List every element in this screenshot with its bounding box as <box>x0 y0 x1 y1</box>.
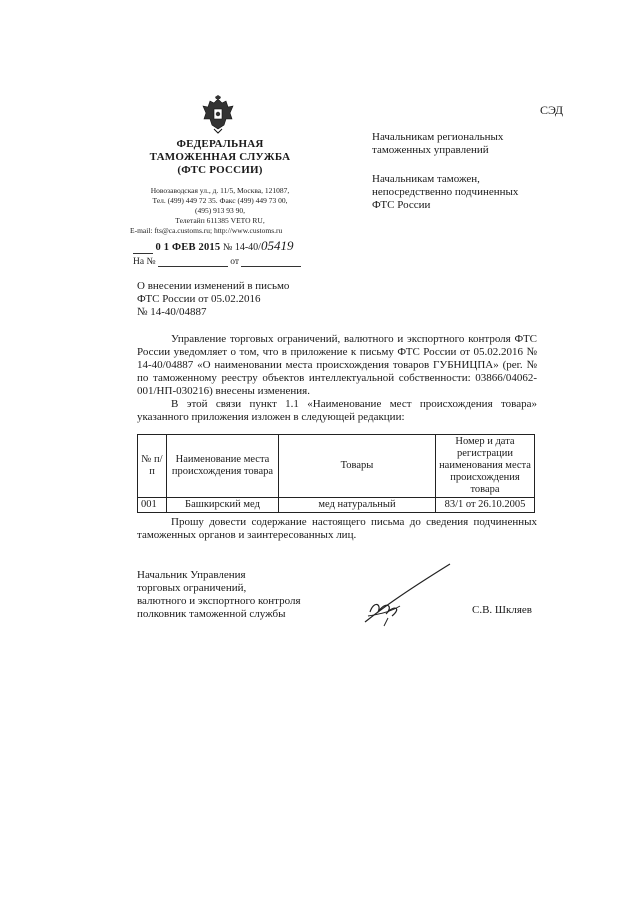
cell-origin-name: Башкирский мед <box>167 498 279 513</box>
contact-line: Телетайп 611385 VETO RU, <box>175 216 265 225</box>
signatory-title-line: валютного и экспортного контроля <box>137 595 301 607</box>
signatory-title-line: полковник таможенной службы <box>137 608 286 620</box>
signatory-name: С.В. Шкляев <box>472 604 532 616</box>
cell-registration: 83/1 от 26.10.2005 <box>436 498 535 513</box>
subject-line: № 14-40/04887 <box>137 306 207 318</box>
cell-number: 001 <box>138 498 167 513</box>
body-paragraph-3: Прошу довести содержание настоящего письма до сведения подчиненных таможенных органов и заинтересованных лиц. <box>137 516 537 541</box>
contact-block <box>130 186 310 236</box>
addressee-regional <box>372 131 503 157</box>
organization-name <box>135 138 305 177</box>
header-goods: Товары <box>279 435 436 498</box>
subject-line: ФТС России от 05.02.2016 <box>137 293 261 305</box>
signatory-title-line: торговых ограничений, <box>137 582 247 594</box>
addressee-line: Начальникам таможен, <box>372 173 480 185</box>
coat-of-arms-icon <box>200 95 236 135</box>
signatory-title <box>137 569 301 621</box>
org-line: ФЕДЕРАЛЬНАЯ <box>176 138 264 150</box>
cell-goods: мед натуральный <box>279 498 436 513</box>
body-paragraph-1: Управление торговых ограничений, валютного и экспортного контроля ФТС России уведомляет о том, что в приложение к письму ФТС России от 05.02.2016 № 14-40/04887 «О наименовании места происхождения товаров ГУБНИЦПА» (рег. № по таможенному реестру объектов интеллектуальной собственности: 03866/04062-001/НП-030216) внесены изменения. <box>137 333 537 397</box>
addressee-line: непосредственно подчиненных <box>372 186 519 198</box>
registration-line <box>133 238 293 254</box>
subject-line: О внесении изменений в письмо <box>137 280 290 292</box>
org-line: (ФТС РОССИИ) <box>177 164 263 176</box>
table-row <box>138 498 535 513</box>
contact-line: (495) 913 93 90, <box>195 206 245 215</box>
header-origin-name: Наименование места происхождения товара <box>167 435 279 498</box>
contact-line: Тел. (499) 449 72 35. Факс (499) 449 73 00, <box>152 196 288 205</box>
header-number: № п/п <box>138 435 167 498</box>
contact-line: E-mail: fts@ca.customs.ru; http://www.customs.ru <box>130 226 283 235</box>
letter-number-prefix: № 14-40/ <box>222 242 261 253</box>
body-paragraph-2: В этой связи пункт 1.1 «Наименование мест происхождения товара» указанного приложения изложен в следующей редакции: <box>137 398 537 423</box>
header-registration: Номер и дата регистрации наименования места происхождения товара <box>436 435 535 498</box>
reference-label: На № <box>133 257 156 267</box>
table-header-row <box>138 435 535 498</box>
addressee-line: таможенных управлений <box>372 144 489 156</box>
addressee-customs <box>372 173 518 212</box>
reference-from-label: от <box>230 257 240 267</box>
contact-line: Новозаводская ул., д. 11/5, Москва, 121087, <box>150 186 290 195</box>
sed-marker: СЭД <box>540 103 564 117</box>
letter-number-handwritten: 05419 <box>260 238 294 253</box>
addressee-line: ФТС России <box>372 199 431 211</box>
reference-line <box>133 257 301 267</box>
addressee-line: Начальникам региональных <box>372 131 504 143</box>
org-line: ТАМОЖЕННАЯ СЛУЖБА <box>149 151 291 163</box>
signatory-title-line: Начальник Управления <box>137 569 246 581</box>
letter-date: 0 1 ФЕВ 2015 <box>155 242 221 253</box>
handwritten-signature <box>360 560 460 630</box>
letter-subject <box>137 280 289 319</box>
origin-table <box>137 434 535 513</box>
